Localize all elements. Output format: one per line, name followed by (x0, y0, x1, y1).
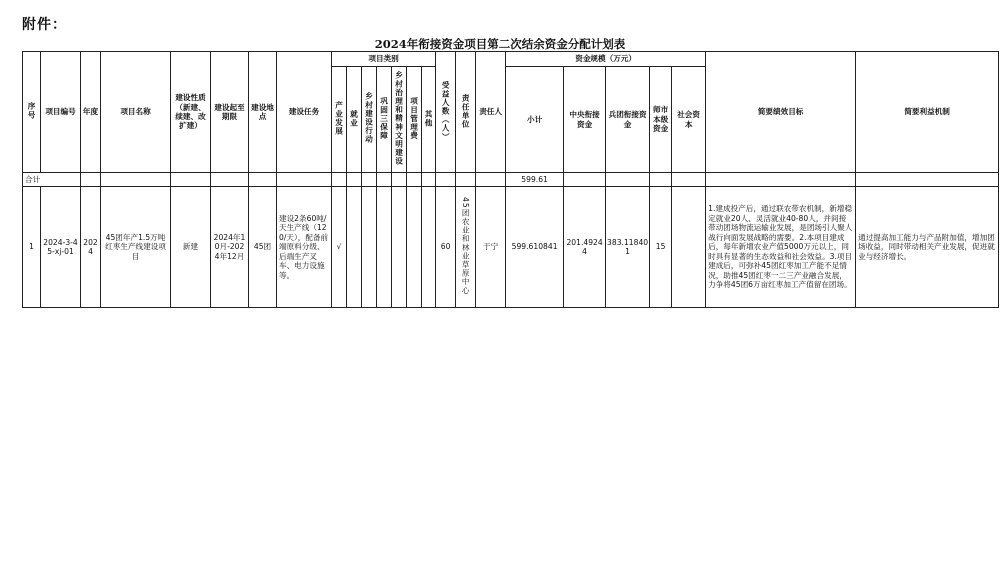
header-cat-rural-action: 乡村建设行动 (362, 67, 377, 173)
header-benefit: 简要利益机制 (856, 52, 999, 173)
header-goal: 简要绩效目标 (706, 52, 856, 173)
header-cat-consolidate: 巩固三保障 (377, 67, 392, 173)
row-benefit: 通过提高加工能力与产品附加值，增加团场收益，同时带动相关产业发展，促进就业与经济增长。 (856, 187, 999, 308)
row-period: 2024年10月-2024年12月 (211, 187, 249, 308)
header-period: 建设起至期限 (211, 52, 249, 173)
annex-label: 附件： (22, 17, 67, 33)
header-category: 项目类别 (332, 52, 436, 67)
row-unit: 45团农业和林业草原中心 (456, 187, 476, 308)
header-division: 师市本级资金 (650, 67, 672, 173)
header-social: 社会资本 (672, 67, 706, 173)
row-social (672, 187, 706, 308)
header-cat-governance: 乡村治理和精神文明建设 (392, 67, 407, 173)
row-beneficiaries: 60 (436, 187, 456, 308)
row-name: 45团年产1.5万吨红枣生产线建设项目 (101, 187, 171, 308)
total-label: 合计 (23, 173, 81, 187)
header-name: 项目名称 (101, 52, 171, 173)
header-beneficiaries: 受益人数（人） (436, 52, 456, 173)
row-seq: 1 (23, 187, 41, 308)
header-person: 责任人 (476, 52, 506, 173)
document-title: 2024年衔接资金项目第二次结余资金分配计划表 (374, 37, 626, 51)
row-task: 建设2条60吨/天生产线（120/天），配备前端原料分级、后端生产叉车、电力设施等。 (277, 187, 332, 308)
row-location: 45团 (249, 187, 277, 308)
header-unit: 责任单位 (456, 52, 476, 173)
row-corps: 383.118401 (606, 187, 650, 308)
header-code: 项目编号 (41, 52, 81, 173)
row-division: 15 (650, 187, 672, 308)
header-corps: 兵团衔接资金 (606, 67, 650, 173)
row-code: 2024-3-45-xj-01 (41, 187, 81, 308)
header-cat-other: 其他 (422, 67, 436, 173)
row-subtotal: 599.610841 (506, 187, 564, 308)
row-central: 201.49244 (564, 187, 606, 308)
header-seq: 序号 (23, 52, 41, 173)
table-row (23, 187, 999, 308)
total-subtotal: 599.61 (506, 173, 564, 187)
header-central: 中央衔接资金 (564, 67, 606, 173)
header-nature: 建设性质（新建、续建、改扩建） (171, 52, 211, 173)
header-location: 建设地点 (249, 52, 277, 173)
header-funds: 资金规模（万元） (506, 52, 706, 67)
row-nature: 新建 (171, 187, 211, 308)
header-cat-industry: 产业发展 (332, 67, 347, 173)
row-goal: 1.建成投产后，通过联农带农机制，新增稳定就业20人、灵活就业40-80人，并间接带动团场物流运输业发展，是团场引人聚人战行向面发展战略的需要。2.本项目建成后，每年新增农业产值5000万元以上，同时具有显著的生态效益和社会效益。3.项目建成后，可弥补45团红枣加工产能不足情况，助推45团红枣一二三产业融合发展，力争将45团6万亩红枣加工产值留在团场。 (706, 187, 856, 308)
allocation-plan-table (22, 51, 999, 308)
total-row (23, 173, 999, 187)
header-row-top (23, 52, 999, 67)
row-industry-check: √ (332, 187, 347, 308)
header-year: 年度 (81, 52, 101, 173)
header-task: 建设任务 (277, 52, 332, 173)
row-year: 2024 (81, 187, 101, 308)
header-cat-employment: 就业 (347, 67, 362, 173)
row-person: 于宁 (476, 187, 506, 308)
header-subtotal: 小计 (506, 67, 564, 173)
header-cat-mgmt-fee: 项目管理费 (407, 67, 422, 173)
